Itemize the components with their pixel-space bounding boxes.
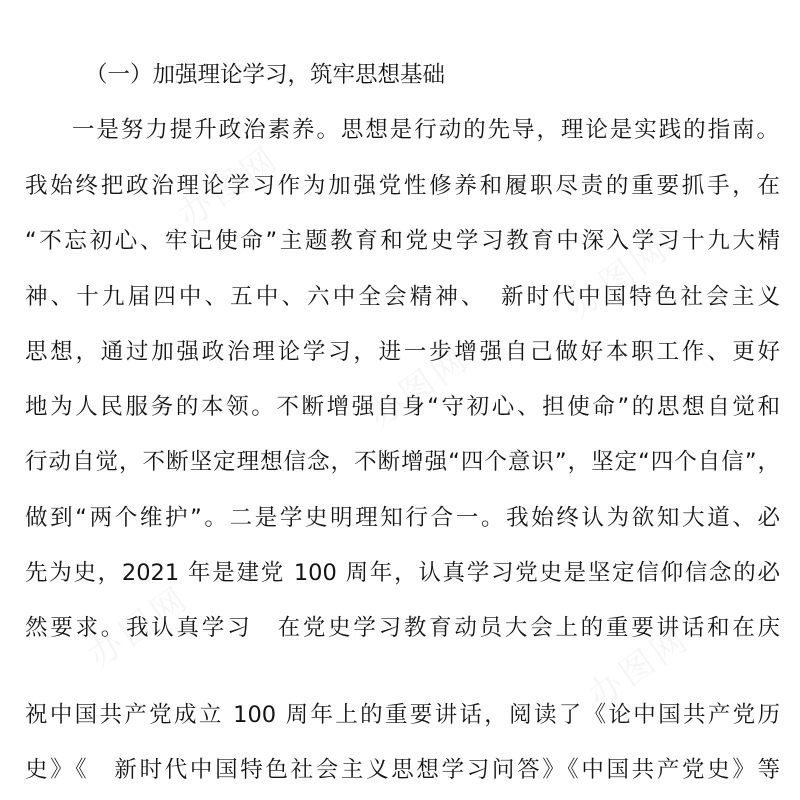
- watermark: 办图网: [360, 338, 478, 437]
- body-line: 行动自觉，不断坚定理想信念，不断增强“四个意识”，坚定“四个自信”，: [25, 449, 780, 475]
- body-line: 祝中国共产党成立 100 周年上的重要讲话，阅读了《论中国共产党历: [25, 702, 780, 728]
- watermark: 办图网: [560, 228, 678, 327]
- watermark: 办图网: [80, 578, 198, 677]
- body-line: 做到“两个维护”。二是学史明理知行合一。我始终认为欲知大道、必: [25, 505, 780, 531]
- body-line: 一是努力提升政治素养。思想是行动的先导，理论是实践的指南。: [72, 117, 779, 143]
- body-line: 我始终把政治理论学习作为加强党性修养和履职尽责的重要抓手，在: [25, 173, 780, 199]
- body-line: 先为史，2021 年是建党 100 周年，认真学习党史是坚定信仰信念的必: [25, 560, 780, 586]
- section-heading: （一）加强理论学习，筑牢思想基础: [85, 62, 446, 88]
- body-line: 然要求。我认真学习 在党史学习教育动员大会上的重要讲话和在庆: [25, 615, 780, 641]
- body-line: 地为人民服务的本领。不断增强自身“守初心、担使命”的思想自觉和: [25, 394, 780, 420]
- body-line: “不忘初心、牢记使命”主题教育和党史学习教育中深入学习十九大精: [25, 228, 780, 254]
- watermark: 办图网: [170, 138, 288, 237]
- body-line: 史》《 新时代中国特色社会主义思想学习问答》《中国共产党史》等: [25, 757, 780, 783]
- watermark: 办图网: [580, 618, 698, 717]
- body-line: 神、十九届四中、五中、六中全会精神、 新时代中国特色社会主义: [25, 284, 780, 310]
- body-line: 思想，通过加强政治理论学习，进一步增强自己做好本职工作、更好: [25, 339, 780, 365]
